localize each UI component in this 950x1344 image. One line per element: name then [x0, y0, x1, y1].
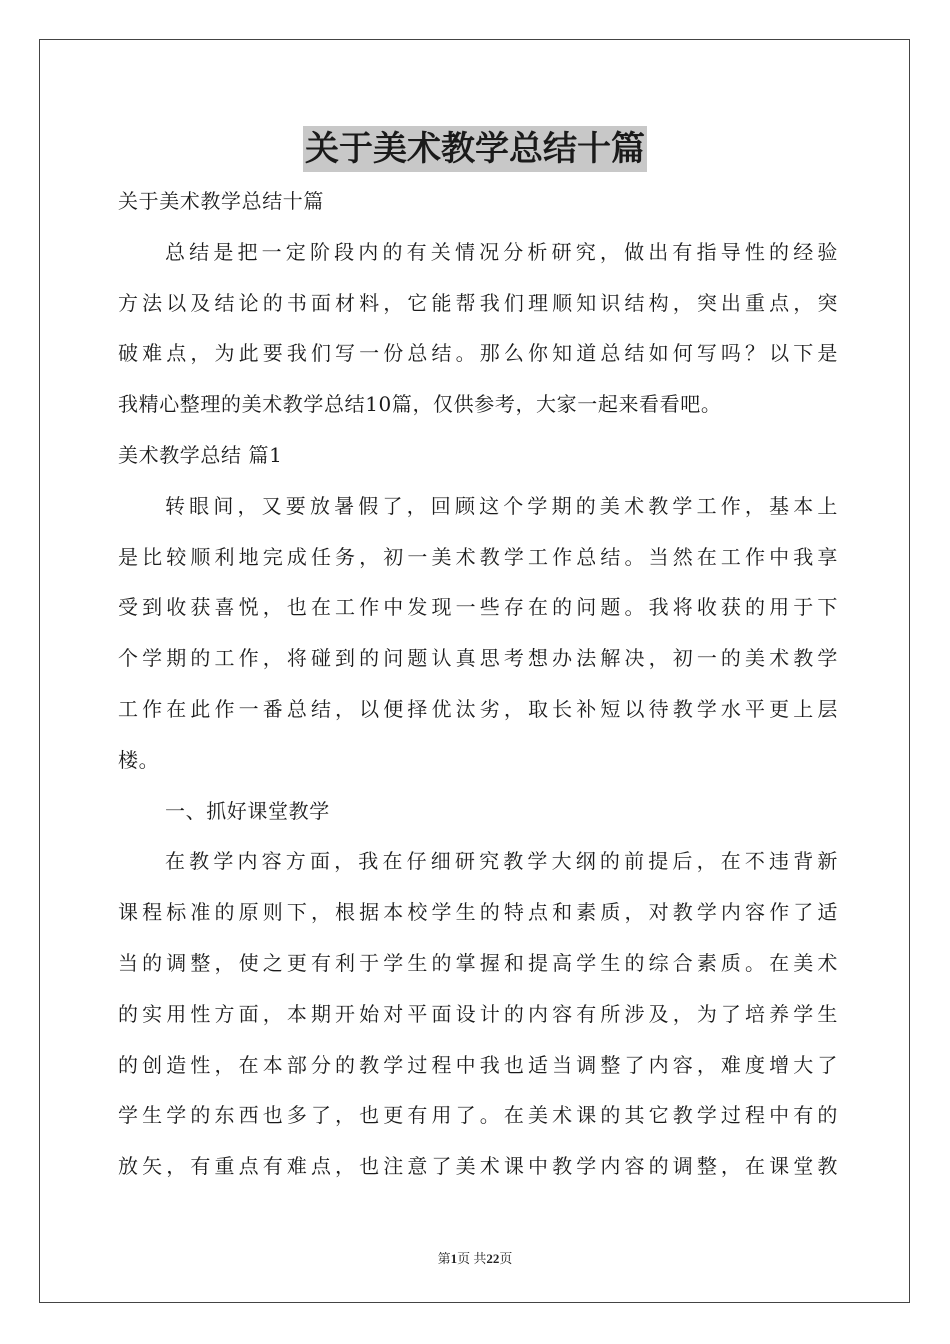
- paragraph-line: 学生学的东西也多了，也更有用了。在美术课的其它教学过程中有的: [118, 1103, 838, 1128]
- paragraph-line: 在教学内容方面，我在仔细研究教学大纲的前提后，在不违背新: [165, 849, 838, 874]
- paragraph-line: 是比较顺利地完成任务，初一美术教学工作总结。当然在工作中我享: [118, 544, 838, 569]
- paragraph-line: 我精心整理的美术教学总结10篇，仅供参考，大家一起来看看吧。: [118, 392, 722, 417]
- page-suffix: 页: [499, 1251, 513, 1266]
- total-page-number: 22: [486, 1251, 500, 1266]
- document-title: 关于美术教学总结十篇: [303, 126, 647, 172]
- paragraph-line: 当的调整，使之更有利于学生的掌握和提高学生的综合素质。在美术: [118, 950, 838, 975]
- current-page-number: 1: [450, 1251, 458, 1266]
- paragraph-line: 破难点，为此要我们写一份总结。那么你知道总结如何写吗？以下是: [118, 341, 838, 366]
- paragraph-line: 放矢，有重点有难点，也注意了美术课中教学内容的调整，在课堂教: [118, 1154, 838, 1179]
- subtitle-line: 关于美术教学总结十篇: [118, 189, 324, 213]
- page-prefix: 第: [437, 1251, 451, 1266]
- paragraph-line: 转眼间，又要放暑假了，回顾这个学期的美术教学工作，基本上: [165, 493, 838, 518]
- page-footer: [0, 1248, 950, 1267]
- paragraph-line: 方法以及结论的书面材料，它能帮我们理顺知识结构，突出重点，突: [118, 290, 838, 315]
- paragraph-line: 总结是把一定阶段内的有关情况分析研究，做出有指导性的经验: [165, 239, 838, 264]
- document-body: [118, 176, 838, 1192]
- paragraph-line: 的实用性方面，本期开始对平面设计的内容有所涉及，为了培养学生: [118, 1001, 838, 1026]
- paragraph-line: 的创造性，在本部分的教学过程中我也适当调整了内容，难度增大了: [118, 1052, 838, 1077]
- section-heading: 美术教学总结 篇1: [118, 442, 283, 467]
- page-mid: 页 共: [457, 1251, 487, 1266]
- paragraph-line: 个学期的工作，将碰到的问题认真思考想办法解决，初一的美术教学: [118, 646, 838, 671]
- paragraph-line: 楼。: [118, 747, 160, 772]
- paragraph-line: 工作在此作一番总结，以便择优汰劣，取长补短以待教学水平更上层: [118, 696, 838, 721]
- subsection-heading: 一、抓好课堂教学: [165, 798, 330, 823]
- paragraph-line: 受到收获喜悦，也在工作中发现一些存在的问题。我将收获的用于下: [118, 595, 838, 620]
- title-container: [0, 126, 950, 172]
- paragraph-line: 课程标准的原则下，根据本校学生的特点和素质，对教学内容作了适: [118, 900, 838, 925]
